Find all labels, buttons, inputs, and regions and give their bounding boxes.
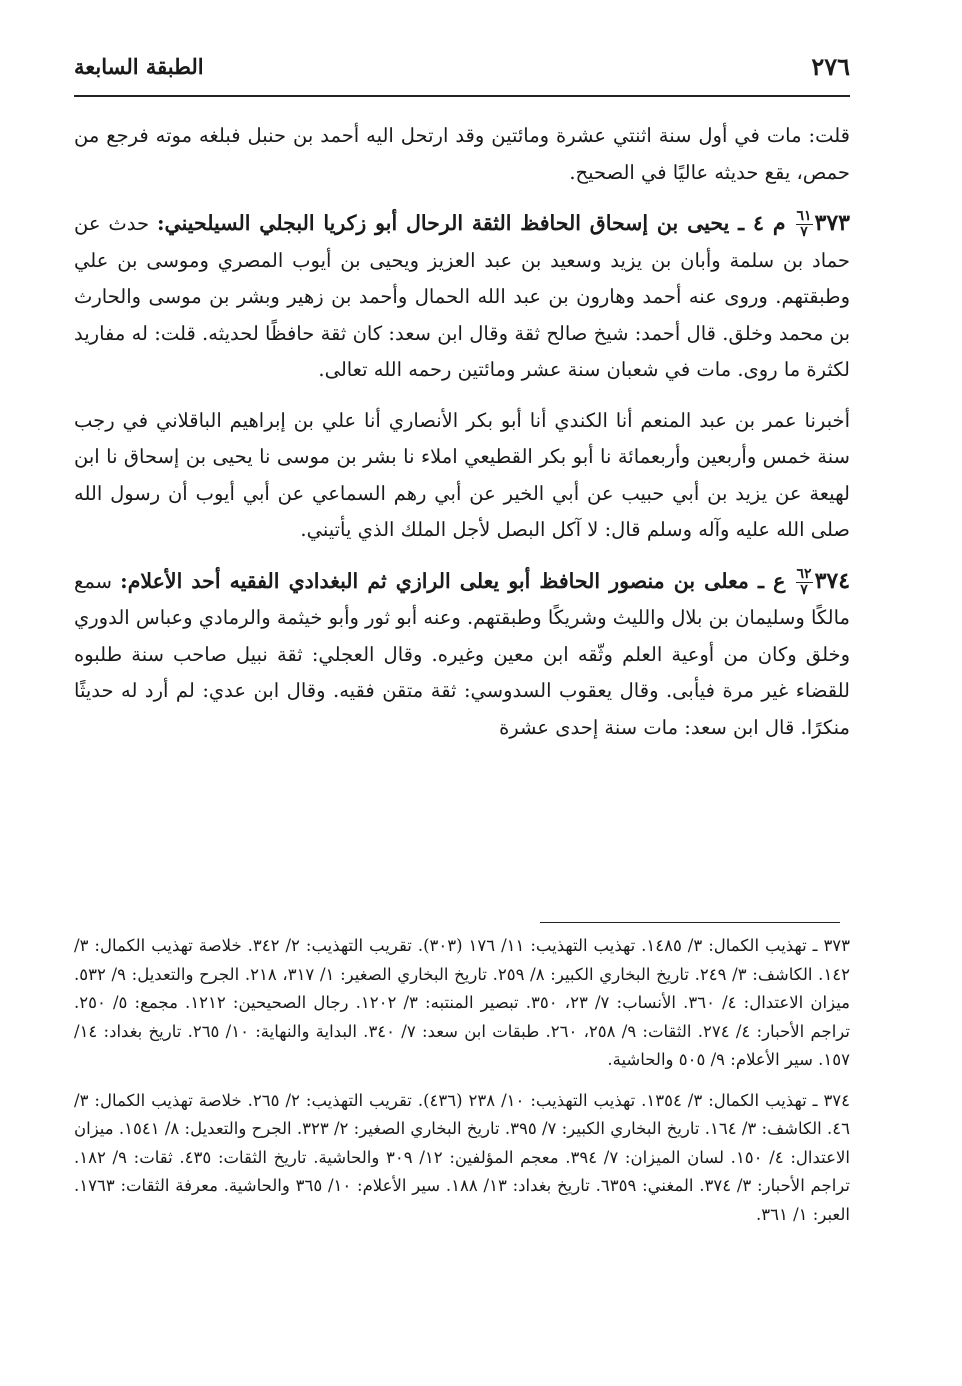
- entry-374-number: ٣٧٤: [814, 567, 851, 594]
- footnote-rule: [540, 922, 840, 923]
- entry-373-frac-bottom: ٧: [800, 224, 808, 240]
- entry-373-body: حدث عن حماد بن سلمة وأبان بن يزيد وسعيد بن عبد العزيز ويحيى بن أيوب المصري وموسى بن علي وطبقتهم. وروى عنه أحمد وهارون بن عبد الله الحمال وأحمد بن زهير وبشر بن موسى والحارث بن محمد وخلق. قال أحمد: شيخ صالح ثقة وقال ابن سعد: كان ثقة حافظًا لحديثه. قلت: له مفاريد لكثرة ما روى. مات في شعبان سنة عشر ومائتين رحمه الله تعالى.: [74, 212, 850, 381]
- entry-374-heading: ع ـ معلى بن منصور الحافظ أبو يعلى الرازي ثم البغدادي الفقيه أحد الأعلام:: [120, 568, 786, 593]
- header-rule: [74, 95, 850, 97]
- entry-373-number: ٣٧٣: [814, 210, 850, 236]
- footnote-374-number: ٣٧٤ ـ: [812, 1090, 851, 1110]
- entry-373-hadith: أخبرنا عمر بن عبد المنعم أنا الكندي أنا أبو بكر الأنصاري أنا علي بن إبراهيم الباقلاني في رجب سنة خمس وأربعين وأربعمائة نا أبو بكر القطيعي املاء نا بشر بن موسى نا يحيى بن إسحاق نا ابن لهيعة عن يزيد بن أبي حبيب عن أبي الخير عن أبي رهم السماعي عن أبي أيوب أن رسول الله صلى الله عليه وآله وسلم قال: لا آكل البصل لأجل الملك الذي يأتيني.: [74, 408, 850, 541]
- running-title: الطبقة السابعة: [74, 53, 204, 79]
- page-number: ٢٧٦: [811, 51, 850, 81]
- intro-paragraph: قلت: مات في أول سنة اثنتي عشرة ومائتين وقد ارتحل اليه أحمد بن حنبل فبلغه موته فرجع من حمص، يقع حديثه عاليًا في الصحيح.: [74, 124, 850, 184]
- footnotes: [74, 932, 850, 1229]
- footnote-374-text: تهذيب الكمال: ٣/ ١٣٥٤. تهذيب التهذيب: ١٠/ ٢٣٨ (٤٣٦). تقريب التهذيب: ٢/ ٢٦٥. خلاصة تهذيب الكمال: ٣/ ٤٦. الكاشف: ٣/ ١٦٤. تاريخ البخاري الكبير: ٧/ ٣٩٥. تاريخ البخاري الصغير: ٢/ ٣٢٣. الجرح والتعديل: ٨/ ١٥٤١. ميزان الاعتدال: ٤/ ١٥٠. لسان الميزان: ٧/ ٣٩٤. معجم المؤلفين: ١٢/ ٣٠٩ والحاشية. تاريخ الثقات: ٤٣٥. ثقات: ٩/ ١٨٢. تراجم الأحبار: ٣/ ٣٧٤. المغني: ٦٣٥٩. تاريخ بغداد: ١٣/ ١٨٨. سير الأعلام: ١٠/ ٣٦٥ والحاشية. معرفة الثقات: ١٧٦٣. العبر: ١/ ٣٦١.: [74, 1090, 851, 1224]
- entry-374: [74, 563, 850, 747]
- entry-373-heading: م ٤ ـ يحيى بن إسحاق الحافظ الثقة الرحال أبو زكريا البجلي السيلحيني:: [156, 211, 786, 235]
- entry-374-frac-bottom: ٧: [800, 581, 808, 598]
- footnote-374: [74, 1087, 850, 1230]
- footnote-373-number: ٣٧٣ ـ: [812, 936, 851, 955]
- entry-374-fraction: [796, 567, 813, 598]
- entry-374-body: سمع مالكًا وسليمان بن بلال والليث وشريكًا وطبقتهم. وعنه أبو ثور وأبو خيثمة والرمادي وعباس الدوري وخلق وكان من أوعية العلم وثّقه ابن معين وغيره. وقال العجلي: ثقة نبيل صاحب سنة طلبوه للقضاء غير مرة فيأبى. وقال يعقوب السدوسي: ثقة متقن فقيه. وقال ابن عدي: لم أرد له حديثًا منكرًا. قال ابن سعد: مات سنة إحدى عشرة: [74, 569, 850, 739]
- entry-373-fraction: [796, 209, 813, 240]
- entry-373: [74, 205, 850, 389]
- main-text: [74, 118, 850, 746]
- entry-374-frac-top: ٦٢: [796, 565, 812, 582]
- footnote-373: [74, 932, 850, 1075]
- footnote-373-text: تهذيب الكمال: ٣/ ١٤٨٥. تهذيب التهذيب: ١١/ ١٧٦ (٣٠٣). تقريب التهذيب: ٢/ ٣٤٢. خلاصة تهذيب الكمال: ٣/ ١٤٢. الكاشف: ٣/ ٢٤٩. تاريخ البخاري الكبير: ٨/ ٢٥٩. تاريخ البخاري الصغير: ١/ ٣١٧، ٢١٨. الجرح والتعديل: ٩/ ٥٣٢. ميزان الاعتدال: ٤/ ٣٦٠. الأنساب: ٧/ ٢٣، ٣٥٠. تبصير المنتبه: ٣/ ١٢٠٢. رجال الصحيحين: ١٢١٢. مجمع: ٥/ ٢٥٠. تراجم الأحبار: ٤/ ٢٧٤. الثقات: ٩/ ٢٥٨، ٢٦٠. طبقات ابن سعد: ٧/ ٣٤٠. البداية والنهاية: ١٠/ ٢٦٥. تاريخ بغداد: ١٤/ ١٥٧. سير الأعلام: ٩/ ٥٠٥ والحاشية.: [74, 936, 851, 1069]
- page-header: [74, 46, 850, 86]
- entry-373-frac-top: ٦١: [796, 208, 812, 224]
